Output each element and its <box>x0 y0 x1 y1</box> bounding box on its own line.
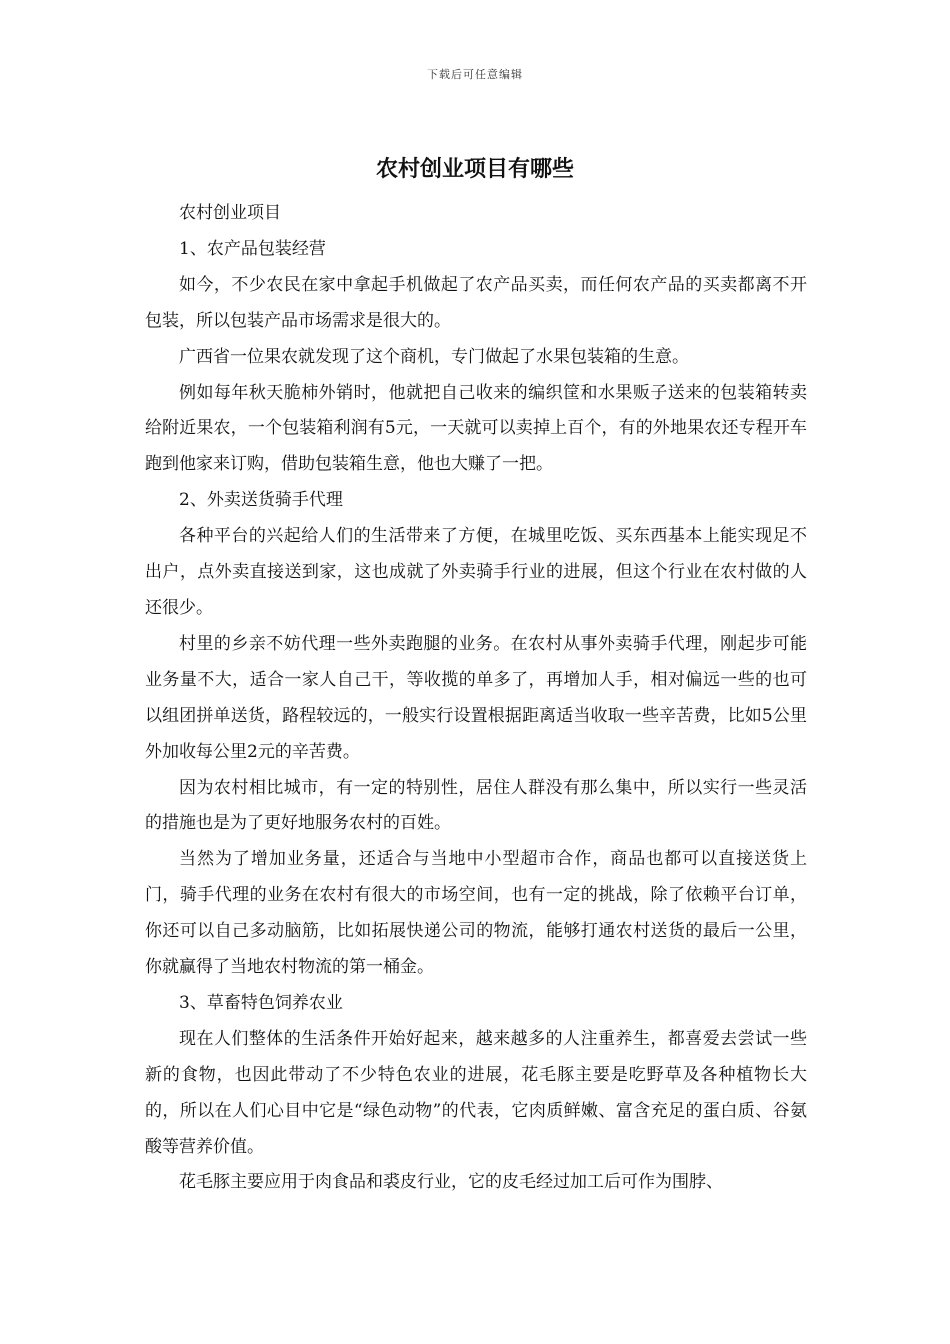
document-title: 农村创业项目有哪些 <box>375 157 574 182</box>
paragraph: 各种平台的兴起给人们的生活带来了方便，在城里吃饭、买东西基本上能实现足不出户，点外卖直接送到家，这也成就了外卖骑手行业的进展，但这个行业在农村做的人还很少。 <box>145 526 807 618</box>
paragraph-section-heading: 农村创业项目 <box>179 203 281 223</box>
paragraph: 当然为了增加业务量，还适合与当地中小型超市合作，商品也都可以直接送货上门，骑手代理的业务在农村有很大的市场空间，也有一定的挑战，除了依赖平台订单，你还可以自己多动脑筋，比如拓展快递公司的物流，能够打通农村送货的最后一公里，你就赢得了当地农村物流的第一桶金。 <box>145 849 807 978</box>
paragraph: 例如每年秋天脆柿外销时，他就把自己收来的编织筐和水果贩子送来的包装箱转卖给附近果农，一个包装箱利润有5元，一天就可以卖掉上百个，有的外地果农还专程开车跑到他家来订购，借助包装箱生意，他也大赚了一把。 <box>145 382 807 475</box>
paragraph: 广西省一位果农就发现了这个商机，专门做起了水果包装箱的生意。 <box>179 346 689 367</box>
paragraph-item-3-heading: 3、草畜特色饲养农业 <box>179 992 343 1013</box>
paragraph: 村里的乡亲不妨代理一些外卖跑腿的业务。在农村从事外卖骑手代理，刚起步可能业务量不大，适合一家人自己干，等收揽的单多了，再增加人手，相对偏远一些的也可以组团拼单送货，路程较远的，一般实行设置根据距离适当收取一些辛苦费，比如5公里外加收每公里2元的辛苦费。 <box>145 633 807 762</box>
document-body <box>145 196 807 1201</box>
paragraph-item-1-heading: 1、农产品包装经营 <box>179 238 326 259</box>
paragraph: 花毛豚主要应用于肉食品和裘皮行业，它的皮毛经过加工后可作为围脖、 <box>179 1172 723 1193</box>
paragraph: 现在人们整体的生活条件开始好起来，越来越多的人注重养生，都喜爱去尝试一些新的食物，也因此带动了不少特色农业的进展，花毛豚主要是吃野草及各种植物长大的，所以在人们心目中它是“绿色动物”的代表，它肉质鲜嫩、富含充足的蛋白质、谷氨酸等营养价值。 <box>145 1028 807 1157</box>
paragraph: 如今，不少农民在家中拿起手机做起了农产品买卖，而任何农产品的买卖都离不开包装，所以包装产品市场需求是很大的。 <box>145 274 807 331</box>
paragraph: 因为农村相比城市，有一定的特别性，居住人群没有那么集中，所以实行一些灵活的措施也是为了更好地服务农村的百姓。 <box>145 777 807 834</box>
page-header-note: 下载后可任意编辑 <box>427 68 523 81</box>
paragraph-item-2-heading: 2、外卖送货骑手代理 <box>179 490 343 511</box>
